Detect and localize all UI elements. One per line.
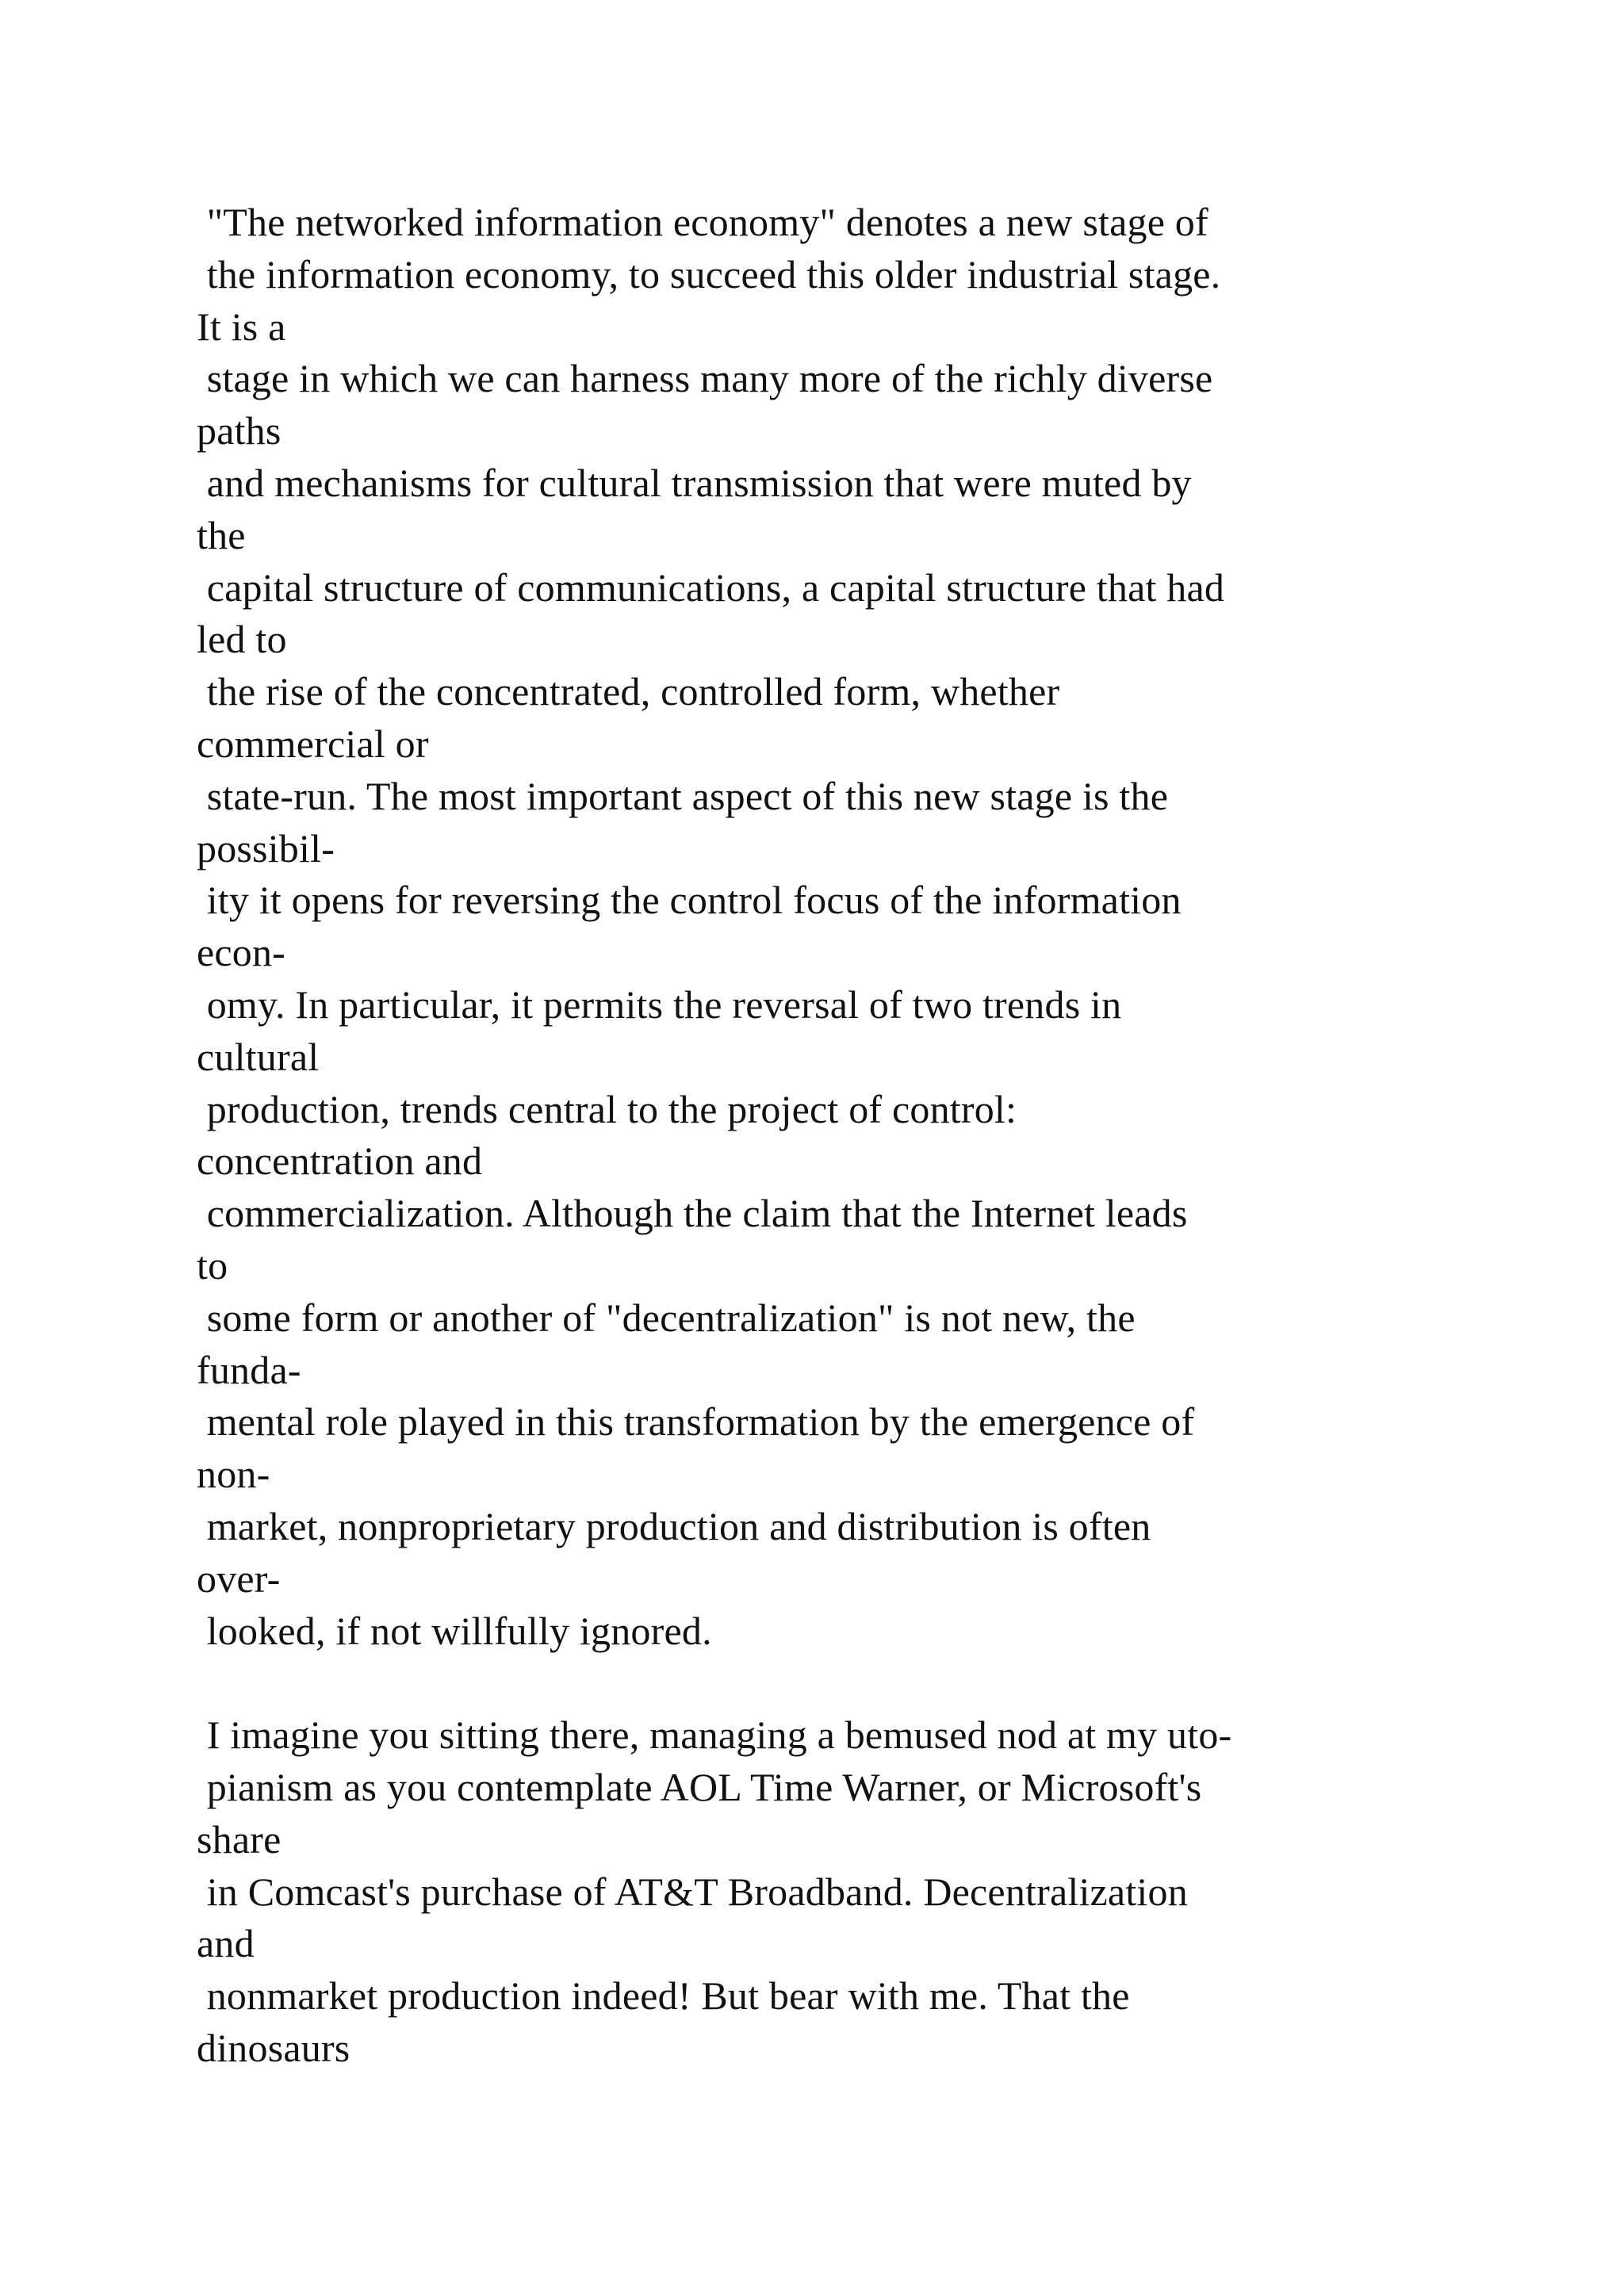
text-line: led to <box>197 617 287 662</box>
text-line: It is a <box>197 304 286 349</box>
text-line: the information economy, to succeed this older industrial stage. <box>197 251 1221 297</box>
text-line: econ- <box>197 930 286 975</box>
text-line: non- <box>197 1452 270 1497</box>
text-line: the rise of the concentrated, controlled form, whether <box>197 669 1060 714</box>
text-line: and <box>197 1921 255 1966</box>
text-line: and mechanisms for cultural transmission that were muted by <box>197 460 1192 505</box>
text-line: "The networked information economy" denotes a new stage of <box>197 200 1208 244</box>
text-line: capital structure of communications, a capital structure that had <box>197 564 1225 610</box>
blank-line <box>197 1657 1505 1709</box>
text-line: market, nonproprietary production and distribution is often <box>197 1503 1151 1548</box>
text-line: I imagine you sitting there, managing a bemused nod at my uto- <box>197 1712 1232 1758</box>
text-line: commercial or <box>197 721 429 766</box>
text-line: over- <box>197 1556 281 1601</box>
text-line: some form or another of "decentralization" is not new, the <box>197 1295 1136 1340</box>
text-line: the <box>197 512 246 557</box>
text-line: paths <box>197 408 282 453</box>
text-line: state-run. The most important aspect of this new stage is the <box>197 773 1169 818</box>
text-line: concentration and <box>197 1138 483 1184</box>
text-line: ity it opens for reversing the control focus of the information <box>197 878 1182 923</box>
body-text <box>197 197 1505 2075</box>
text-line: commercialization. Although the claim that the Internet leads <box>197 1191 1188 1236</box>
text-line: possibil- <box>197 825 335 871</box>
text-line: pianism as you contemplate AOL Time Warner, or Microsoft's <box>197 1764 1202 1809</box>
text-line: in Comcast's purchase of AT&T Broadband. Decentralization <box>197 1869 1188 1914</box>
text-line: funda- <box>197 1347 301 1392</box>
text-line: stage in which we can harness many more of the richly diverse <box>197 356 1213 401</box>
text-line: looked, if not willfully ignored. <box>197 1608 712 1653</box>
text-line: cultural <box>197 1034 320 1079</box>
text-line: nonmarket production indeed! But bear with me. That the <box>197 1973 1130 2019</box>
text-line: dinosaurs <box>197 2025 350 2070</box>
text-line: mental role played in this transformation by the emergence of <box>197 1399 1195 1445</box>
text-line: share <box>197 1816 282 1862</box>
text-line: to <box>197 1242 228 1288</box>
text-line: production, trends central to the project of control: <box>197 1086 1017 1131</box>
text-line: omy. In particular, it permits the reversal of two trends in <box>197 982 1122 1027</box>
